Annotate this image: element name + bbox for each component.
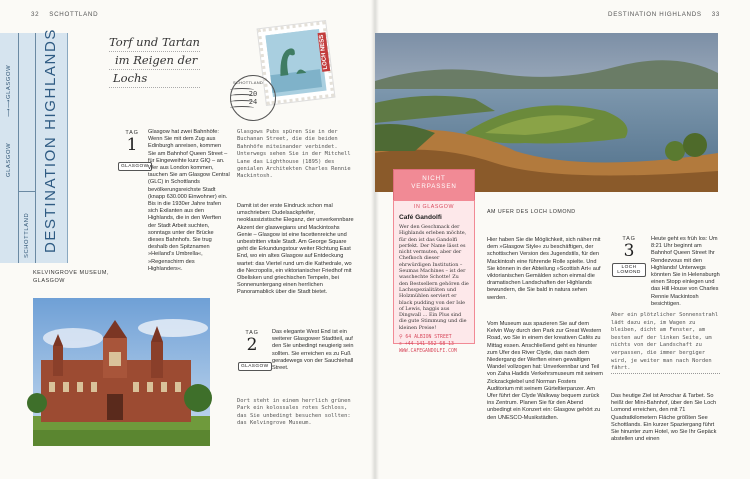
tip-body: Wer den Geschmack der Highlands erleben möchte, für den ist das Gandolfi perfekt. Der Name lässt es nicht vermuten, aber der Chefkoch dieser ehrwürdigen Institution – Seumas Machines – ist der waschechte Schotte! Zu den Bestsellern gehören die Lachsspezialitäten und Holzmühlen serviert er black pudding von der Isle of Lewis, haggis aus Dingwall … Ein Plus sind die gute Stimmung und die kleinen Preise! [399,224,469,331]
day-3-marker [612,236,646,278]
day-1-pub-tip: Glasgows Pubs spüren Sie in der Buchanan Street, die die beiden Bahnhöfe miteinander verbindet. Unterwegs sehen Sie in der Mitchell Lane das Lighthouse (1895) des genialen Architekten Charles Rennie Mackintosh. [237,129,351,180]
chapter-title-line2: im Reigen der [109,52,200,70]
day-place-badge: LOCH LOMOND [612,263,646,277]
day-1-intro: Glasgow hat zwei Bahnhöfe: Wenn Sie mit dem Zug aus Edinburgh anreisen, kommen Sie am Bahnhof Queen Street – für Eingeweihte kurz GIQ – an. Wer aus London kommen, tauchen Sie am Glasgow Central (GLC) in Schottlands bevölkerungsreichste Stadt (knapp 630.000 Einwohner) ein. Bis in die 1930er Jahre trafen sich Exilanten aus den Highlands, die in den Werften der Stadt Arbeit suchten, sonntags unter der Brücke dieses Bahnhofs. Sie trug deshalb den Spitznamen »Heiland‘s Umbrella«, »Regenschirm des Highlanders«. [148,129,230,272]
loch-lomond-caption: AM UFER DES LOCH LOMOND [487,209,576,215]
day-label: TAG [622,236,636,242]
chapter-title-line3: Lochs [109,70,200,88]
sidebar-country: SCHOTTLAND [24,212,30,258]
not-to-miss-line1: NICHT [422,175,446,182]
kelvin-way-paragraph: Vom Museum aus spazieren Sie auf dem Kelvin Way durch den Park zur Great Western Road, wo Sie in einem der kreativen Cafés zu Mittag essen. Anschließend geht es hinunter zum Ufer des River Clyde, das nach dem Niedergang der Werften einen gewaltigen Wandel vollzogen hat: Unverkennbar und Teil von Zaha Hadids Verkehrsmuseum mit seinem Zickzackgiebel und Norman Fosters Auditorium mit seinem Gürteltierpanzer. Am Ufer führt der Clyde Walkway bequem zurück ins Zentrum. Planen Sie für den Abend unbedingt ein Konzert ein: Glasgow gehört zu den UNESCO-Musikstädten. [487,321,603,421]
day-2-intro: Das elegante West End ist ein weiterer Glasgower Stadtteil, auf den Sie unbedingt neugierig sein sollten. Sie erreichen es zu Fuß geradewegs von der Sauchiehall Street. [272,329,354,372]
right-section-title: DESTINATION HIGHLANDS [608,11,702,18]
day-2-marker [238,330,269,372]
not-to-miss-line2: VERPASSEN [411,183,457,190]
not-to-miss-header [393,169,475,202]
not-to-miss-box [393,200,475,355]
route-arrow-icon: ⟶⟶ [6,99,12,117]
day-3-intro: Heute geht es früh los: Um 8:21 Uhr beginnt am Bahnhof Queen Street Ihr Rendezvous mit den Highlands! Unterwegs könnten Sie in Helensburgh einen Stopp einlegen und das Hill House von Charles Rennie Mackintosh besichtigen. [651,236,720,307]
tip-venue-name: Café Gandolfi [399,214,442,221]
sidebar-divider [19,191,35,192]
postmark-text: SCHOTTLAND [233,80,264,85]
left-page-number: 32 [31,11,40,18]
chapter-title-line1: Torf und Tartan [109,34,200,52]
right-page-number: 33 [711,11,720,18]
day-2-museum-tip: Dort steht in einem herrlich grünen Park ein kolossales rotes Schloss, das Sie unbedingt besuchen sollten: das Kelvingrove Museum. [237,398,351,427]
day-place-badge: GLASGOW [118,162,152,171]
route-end: GLASGOW [6,142,12,177]
stamp-label: LOCH NESS [318,32,331,72]
right-page-header [608,11,720,18]
day-number: 3 [623,241,635,261]
day-label: TAG [245,330,259,336]
tip-contact [399,334,469,355]
postmark-date: 20 24 [248,90,258,106]
chapter-title [109,34,200,88]
day-3-quote: Aber ein plötzlicher Sonnenstrahl lädt dazu ein, im Wagen zu bleiben, dicht am Fenster, am besten auf der linken Seite, um nichts von der Landschaft zu verpassen, die immer bergiger wird, je weiter man nach Norden fährt. [611,312,720,374]
day-3-body: Das heutige Ziel ist Arrochar & Tarbet. So heißt der Mini-Bahnhof, über den Sie Loch Lomond erreichen, den mit 71 Quadratkilometern Fläche größten See Schottlands. Ein kurzer Spaziergang führt Sie hinunter zum Hotel, wo Sie Ihr Gepäck abstellen und einen [611,393,717,443]
sidebar-route-column [2,33,19,263]
left-section-title: SCHOTTLAND [49,11,99,18]
day-number: 1 [126,135,138,155]
kelvingrove-caption: KELVINGROVE MUSEUM, GLASGOW [33,270,110,284]
day-1-marker [118,130,149,172]
sidebar-title-column [35,27,65,263]
tip-subheader: IN GLASGOW [413,204,455,210]
left-page-header [31,11,98,18]
postmark [230,75,276,121]
day-label: TAG [125,130,139,136]
destination-sidebar [0,27,68,263]
tip-address: ⚲ 64 ALBION STREET [399,335,452,341]
tip-website-link[interactable]: WWW.CAFEGANDOLFI.COM [399,349,457,355]
kelvingrove-museum-photo [33,298,210,446]
sidebar-country-column [19,33,36,263]
day-1-body: Damit ist der erste Eindruck schon mal umschrieben: Dudelsackpfeifer, neoklassizistische Eleganz, der unverkennbare Akzent der glaswegians und Mackintoshs Genie – Glasgow ist eine facettenreiche und unbestritten vitale Stadt. Am George Square geht die Erkundungstour weiter Richtung East End, wo ein altes Glasgow auf Entdeckung wartet: das Viertel rund um die Kathedrale, wo die Necropolis, ein viktorianischer Friedhof mit Obelisken und griechischen Tempeln, bei Sonnenuntergang einen herrlichen Panoramablick über die Stadt bietet. [237,203,354,296]
day-number: 2 [246,335,258,355]
tip-phone: ✆ +44 141 552 68 13 [399,342,454,348]
route-start: GLASGOW [6,64,12,99]
sidebar-title: DESTINATION HIGHLANDS [42,27,59,253]
nessie-illustration [265,29,329,97]
glasgow-style-paragraph: Hier haben Sie die Möglichkeit, sich näher mit dem »Glasgow Style« zu beschäftigen, der schottischen Version des Jugendstils, für den Mackintosh eine führende Rolle spielte. Und Sie können in der Abteilung »Scottish Art« auf viktorianischen Gemälden schon einmal die dramatischen Landschaften der Highlands bewundern, die Sie bald in natura sehen werden. [487,237,601,301]
day-place-badge: GLASGOW [238,362,272,371]
